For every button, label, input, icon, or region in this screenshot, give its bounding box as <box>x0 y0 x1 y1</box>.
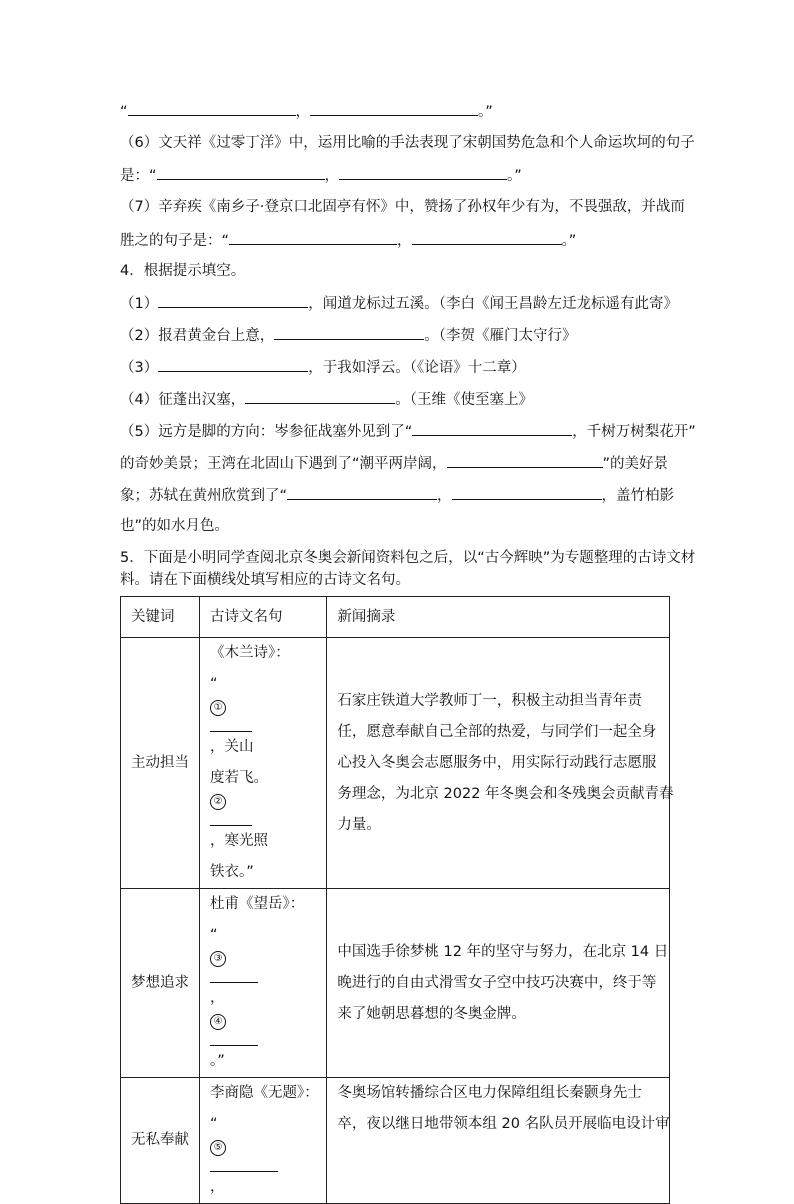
q4-item3 <box>120 356 680 378</box>
text: ，千树万树梨花开” <box>572 424 696 440</box>
quote-open: “ <box>120 104 128 120</box>
poem-line <box>210 920 316 1014</box>
answer-blank[interactable] <box>452 484 602 500</box>
q4-item5-line4: 也”的如水月色。 <box>120 518 230 534</box>
q4-item5-line1 <box>120 420 696 442</box>
poem-source: 杜甫《望岳》： <box>210 896 305 912</box>
answer-blank[interactable] <box>339 164 507 180</box>
q3-item7-line2 <box>120 229 680 251</box>
answer-blank[interactable] <box>412 229 562 245</box>
text: ”的美好景 <box>602 456 669 472</box>
poem-line <box>210 1014 316 1077</box>
poem-line <box>210 1109 316 1203</box>
comma: ， <box>295 104 311 120</box>
text: ， <box>210 990 225 1006</box>
text: ，闻道龙标过五溪。（李白《闻王昌龄左迁龙标遥有此寄》 <box>308 296 678 312</box>
q4-item5-line3 <box>120 484 680 506</box>
q4-item4 <box>120 388 680 410</box>
answer-blank[interactable] <box>274 324 424 340</box>
blank-number: ① <box>210 700 226 716</box>
row-poem-cell <box>200 1078 327 1204</box>
blank-number: ⑤ <box>210 1140 226 1156</box>
answer-blank[interactable] <box>447 452 603 468</box>
answer-blank[interactable] <box>158 292 308 308</box>
text: （3） <box>120 360 159 376</box>
row-news-cell <box>327 889 670 1078</box>
news-line: 来了她朝思暮想的冬奥金牌。 <box>337 1005 526 1022</box>
blank-number: ③ <box>210 951 226 967</box>
comma: ， <box>324 168 340 184</box>
poem-line: 度若飞。 <box>210 770 269 786</box>
quote-close: 。” <box>507 168 522 184</box>
answer-blank[interactable] <box>229 229 397 245</box>
poem-table <box>120 596 674 1204</box>
q5-title-line1: 5．下面是小明同学查阅北京冬奥会新闻资料包之后，以“古今辉映”为专题整理的古诗文材 <box>120 550 696 566</box>
blank-number: ④ <box>210 1014 226 1030</box>
text: 胜之的句子是：“ <box>120 233 230 249</box>
text: （2）报君黄金台上意， <box>120 328 275 344</box>
row-poem-cell <box>200 889 327 1078</box>
quote-close: 。” <box>478 104 493 120</box>
q3-item7-line1: （7）辛弃疾《南乡子·登京口北固亭有怀》中，赞扬了孙权年少有为，不畏强敌，并战而 <box>120 199 685 215</box>
answer-blank[interactable] <box>157 164 325 180</box>
table-row <box>121 889 670 1078</box>
answer-blank[interactable] <box>245 388 395 404</box>
quote-open: “ <box>210 676 218 692</box>
news-line: 冬奥场馆转播综合区电力保障组组长秦颢身先士 <box>337 1085 642 1101</box>
table-row <box>121 1078 670 1204</box>
text: 的奇妙美景；王湾在北固山下遇到了“潮平两岸阔， <box>120 456 447 472</box>
header-keyword: 关键词 <box>121 597 200 638</box>
q3-top-line <box>120 100 680 122</box>
news-line: 卒，夜以继日地带领本组 20 名队员开展临电设计审 <box>337 1116 670 1132</box>
comma: ， <box>437 488 452 504</box>
quote-open: “ <box>210 1116 218 1132</box>
text: ，关山 <box>210 739 254 755</box>
text: 是：“ <box>120 168 157 184</box>
news-line: 力量。 <box>337 816 381 833</box>
row-poem-cell <box>200 638 327 889</box>
answer-blank[interactable] <box>210 1156 278 1172</box>
blank-number: ② <box>210 794 226 810</box>
q4-item2 <box>120 324 680 346</box>
poem-line <box>210 794 316 857</box>
table-row <box>121 638 670 889</box>
comma: ， <box>397 233 412 249</box>
answer-blank[interactable] <box>412 420 572 436</box>
answer-blank[interactable] <box>128 100 296 116</box>
text: 。（王维《使至塞上》 <box>395 392 533 408</box>
news-line: 石家庄铁道大学教师丁一，积极主动担当青年责 <box>337 692 642 709</box>
answer-blank[interactable] <box>210 1030 258 1046</box>
answer-blank[interactable] <box>310 100 478 116</box>
poem-line: 铁衣。” <box>210 864 254 880</box>
header-news: 新闻摘录 <box>327 597 670 638</box>
header-poem: 古诗文名句 <box>200 597 327 638</box>
news-line: 晚进行的自由式滑雪女子空中技巧决赛中，终于等 <box>337 974 657 991</box>
table-header-row <box>121 597 670 638</box>
q4-item1 <box>120 292 680 314</box>
text: ， <box>210 1179 225 1195</box>
text: （4）征蓬出汉塞， <box>120 392 246 408</box>
poem-line <box>210 669 316 763</box>
row-keyword: 无私奉献 <box>121 1078 200 1204</box>
text: ，于我如浮云。（《论语》十二章） <box>308 360 526 376</box>
answer-blank[interactable] <box>287 484 437 500</box>
q3-item6-line2 <box>120 164 680 186</box>
q5-title-line2: 料。请在下面横线处填写相应的古诗文名句。 <box>120 572 410 588</box>
poem-source: 《木兰诗》： <box>210 645 290 661</box>
q3-item6-line1: （6）文天祥《过零丁洋》中，运用比喻的手法表现了宋朝国势危急和个人命运坎坷的句子 <box>120 135 695 151</box>
text: 。” <box>210 1053 225 1069</box>
text: 。（李贺《雁门太守行》 <box>424 328 577 344</box>
news-line: 务理念，为北京 2022 年冬奥会和冬残奥会贡献青春 <box>337 785 674 802</box>
text: 象；苏轼在黄州欣赏到了“ <box>120 488 288 504</box>
answer-blank[interactable] <box>210 810 252 826</box>
poem-source: 李商隐《无题》： <box>210 1085 319 1101</box>
news-line: 任，愿意奉献自己全部的热爱，与同学们一起全身 <box>337 723 657 740</box>
answer-blank[interactable] <box>210 967 258 983</box>
text: （5）远方是脚的方向：岑参征战塞外见到了“ <box>120 424 413 440</box>
row-keyword: 梦想追求 <box>121 889 200 1078</box>
row-news-cell <box>327 638 674 889</box>
text: ，盖竹柏影 <box>601 488 675 504</box>
text: （1） <box>120 296 159 312</box>
q4-title: 4．根据提示填空。 <box>120 263 246 279</box>
q4-item5-line2 <box>120 452 680 474</box>
quote-open: “ <box>210 927 218 943</box>
quote-close: 。” <box>561 233 577 249</box>
row-news-cell <box>327 1078 670 1204</box>
answer-blank[interactable] <box>158 356 308 372</box>
news-line: 中国选手徐梦桃 12 年的坚守与努力，在北京 14 日 <box>337 943 669 960</box>
answer-blank[interactable] <box>210 716 252 732</box>
row-keyword: 主动担当 <box>121 638 200 889</box>
text: ，寒光照 <box>210 833 269 849</box>
news-line: 心投入冬奥会志愿服务中，用实际行动践行志愿服 <box>337 754 657 771</box>
